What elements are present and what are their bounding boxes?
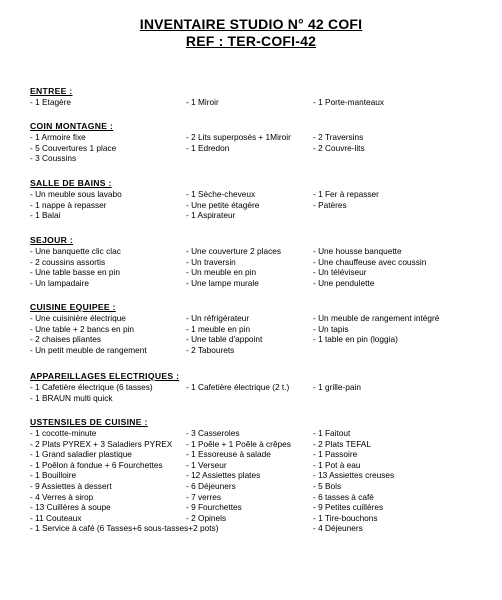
- list-row: [30, 257, 480, 268]
- list-item: - Une couverture 2 places: [186, 246, 282, 256]
- list-row: [30, 481, 480, 492]
- list-item: - Un téléviseur: [313, 267, 367, 278]
- list-item: - Une table basse en pin: [30, 267, 120, 278]
- list-item: - Un tapis: [313, 323, 349, 334]
- list-item: - 1 Poêlon à fondue + 6 Fourchettes: [30, 459, 163, 470]
- list-item: - 13 Assiettes creuses: [313, 470, 395, 481]
- list-row: [30, 393, 480, 404]
- list-item: - 13 Cuillères à soupe: [30, 502, 111, 513]
- list-item: - 1 meuble en pin: [186, 323, 251, 334]
- list-item: - 1 Faitout: [313, 428, 351, 438]
- list-item: - 7 verres: [186, 491, 222, 502]
- section-cuisine-equipee: [30, 302, 480, 355]
- list-item: - Un petit meuble de rangement: [30, 344, 147, 355]
- list-row: [30, 132, 480, 143]
- list-item: - 1 Porte-manteaux: [313, 97, 385, 107]
- list-item: - Une housse banquette: [313, 246, 402, 256]
- list-row: [30, 470, 480, 481]
- section-heading: USTENSILES DE CUISINE :: [30, 417, 148, 427]
- list-item: - 5 Couvertures 1 place: [30, 142, 117, 153]
- list-item: - 1 Bouilloire: [30, 470, 77, 481]
- list-row: [30, 460, 480, 471]
- list-row: [30, 523, 480, 534]
- list-row: [30, 97, 480, 108]
- section-heading: ENTREE :: [30, 86, 73, 96]
- list-item: - 1 Passoire: [313, 449, 358, 460]
- list-row: [30, 502, 480, 513]
- list-item: - 1 Essoreuse à salade: [186, 449, 271, 460]
- list-item: - Une chauffeuse avec coussin: [313, 256, 427, 267]
- list-item: - 1 Aspirateur: [186, 210, 236, 221]
- list-item: - 1 Pot à eau: [313, 459, 361, 470]
- list-item: - Un meuble de rangement intégré: [313, 313, 440, 323]
- list-row: [30, 278, 480, 289]
- list-row: [30, 428, 480, 439]
- list-item: - Un meuble en pin: [186, 267, 257, 278]
- list-item: - Un réfrigérateur: [186, 313, 250, 323]
- list-item: - Une banquette clic clac: [30, 246, 121, 256]
- list-item: - 1 Etagère: [30, 97, 72, 107]
- list-row: [30, 449, 480, 460]
- list-item: - 1 Cafetière électrique (6 tasses): [30, 382, 153, 392]
- list-item: - Un lampadaire: [30, 277, 90, 288]
- list-item: - 1 cocotte-minute: [30, 428, 97, 438]
- section-appareillages-electriques: [30, 371, 480, 403]
- list-item: - 1 Tire-bouchons: [313, 512, 378, 523]
- list-row: [30, 513, 480, 524]
- section-entree: [30, 86, 480, 108]
- list-item: - 1 Service à café (6 Tasses+6 sous-tasses+2 pots): [30, 523, 219, 534]
- section-ustensiles-de-cuisine: [30, 417, 480, 534]
- list-row: [30, 189, 480, 200]
- list-item: - 1 Poêle + 1 Poêle à crêpes: [186, 438, 291, 449]
- list-item: - 2 Lits superposés + 1Miroir: [186, 132, 291, 142]
- list-item: - 1 nappe à repasser: [30, 199, 107, 210]
- list-item: - 2 Couvre-lits: [313, 142, 365, 153]
- list-item: - 2 Opinels: [186, 512, 227, 523]
- list-row: [30, 246, 480, 257]
- list-item: - 5 Bols: [313, 480, 342, 491]
- list-item: - 11 Couteaux: [30, 512, 82, 523]
- list-item: - 12 Assiettes plates: [186, 470, 261, 481]
- list-item: - 1 Armoire fixe: [30, 132, 86, 142]
- list-item: - 1 Grand saladier plastique: [30, 449, 132, 460]
- list-item: - Une table + 2 bancs en pin: [30, 323, 135, 334]
- section-heading: SEJOUR :: [30, 235, 73, 245]
- list-item: - 9 Petites cuillères: [313, 502, 384, 513]
- list-item: - 9 Assiettes à dessert: [30, 480, 112, 491]
- list-row: [30, 143, 480, 154]
- list-item: - 1 Balai: [30, 210, 61, 221]
- list-item: - Une table d'appoint: [186, 334, 263, 345]
- list-row: [30, 210, 480, 221]
- document-title: INVENTAIRE STUDIO N° 42 COFI: [139, 16, 363, 32]
- list-item: - Patères: [313, 199, 347, 210]
- list-row: [30, 324, 480, 335]
- list-item: - 2 Plats PYREX + 3 Saladiers PYREX: [30, 438, 173, 449]
- list-row: [30, 439, 480, 450]
- list-item: - 4 Déjeuners: [313, 523, 363, 534]
- list-item: - 1 Sèche-cheveux: [186, 189, 256, 199]
- section-salle-de-bains: [30, 178, 480, 221]
- list-row: [30, 492, 480, 503]
- list-item: - 1 BRAUN multi quick: [30, 392, 113, 403]
- list-item: - Un traversin: [186, 256, 236, 267]
- list-row: [30, 267, 480, 278]
- list-row: [30, 153, 480, 164]
- list-item: - Une lampe murale: [186, 277, 259, 288]
- section-heading: APPAREILLAGES ELECTRIQUES :: [30, 371, 180, 381]
- list-item: - 2 Tabourets: [186, 344, 235, 355]
- list-item: - 3 Casseroles: [186, 428, 240, 438]
- section-coin-montagne: [30, 121, 480, 164]
- list-item: - 4 Verres à sirop: [30, 491, 94, 502]
- section-heading: COIN MONTAGNE :: [30, 121, 114, 131]
- list-item: - 6 tasses à café: [313, 491, 374, 502]
- list-item: - Un meuble sous lavabo: [30, 189, 122, 199]
- list-item: - 2 Traversins: [313, 132, 364, 142]
- section-heading: SALLE DE BAINS :: [30, 178, 112, 188]
- document-reference: REF : TER-COFI-42: [185, 33, 317, 49]
- list-item: - 6 Déjeuners: [186, 480, 236, 491]
- section-sejour: [30, 235, 480, 288]
- list-row: [30, 345, 480, 356]
- list-item: - 2 chaises pliantes: [30, 334, 102, 345]
- list-item: - Une cuisinière électrique: [30, 313, 126, 323]
- list-item: - 2 coussins assortis: [30, 256, 106, 267]
- list-item: - 2 Plats TEFAL: [313, 438, 371, 449]
- list-item: - 3 Coussins: [30, 153, 77, 164]
- list-item: - 1 Fer à repasser: [313, 189, 379, 199]
- list-item: - 1 Edredon: [186, 142, 230, 153]
- list-row: [30, 334, 480, 345]
- section-heading: CUISINE EQUIPEE :: [30, 302, 116, 312]
- list-item: - Une petite étagère: [186, 199, 260, 210]
- list-item: - 1 Cafetière électrique (2 t.): [186, 382, 290, 392]
- list-item: - Une pendulette: [313, 277, 375, 288]
- list-item: - 1 Miroir: [186, 97, 219, 107]
- list-item: - 1 table en pin (loggia): [313, 334, 398, 345]
- list-row: [30, 200, 480, 211]
- list-item: - 1 Verseur: [186, 459, 227, 470]
- list-item: - 1 grille-pain: [313, 382, 361, 392]
- list-row: [30, 382, 480, 393]
- list-row: [30, 313, 480, 324]
- list-item: - 9 Fourchettes: [186, 502, 242, 513]
